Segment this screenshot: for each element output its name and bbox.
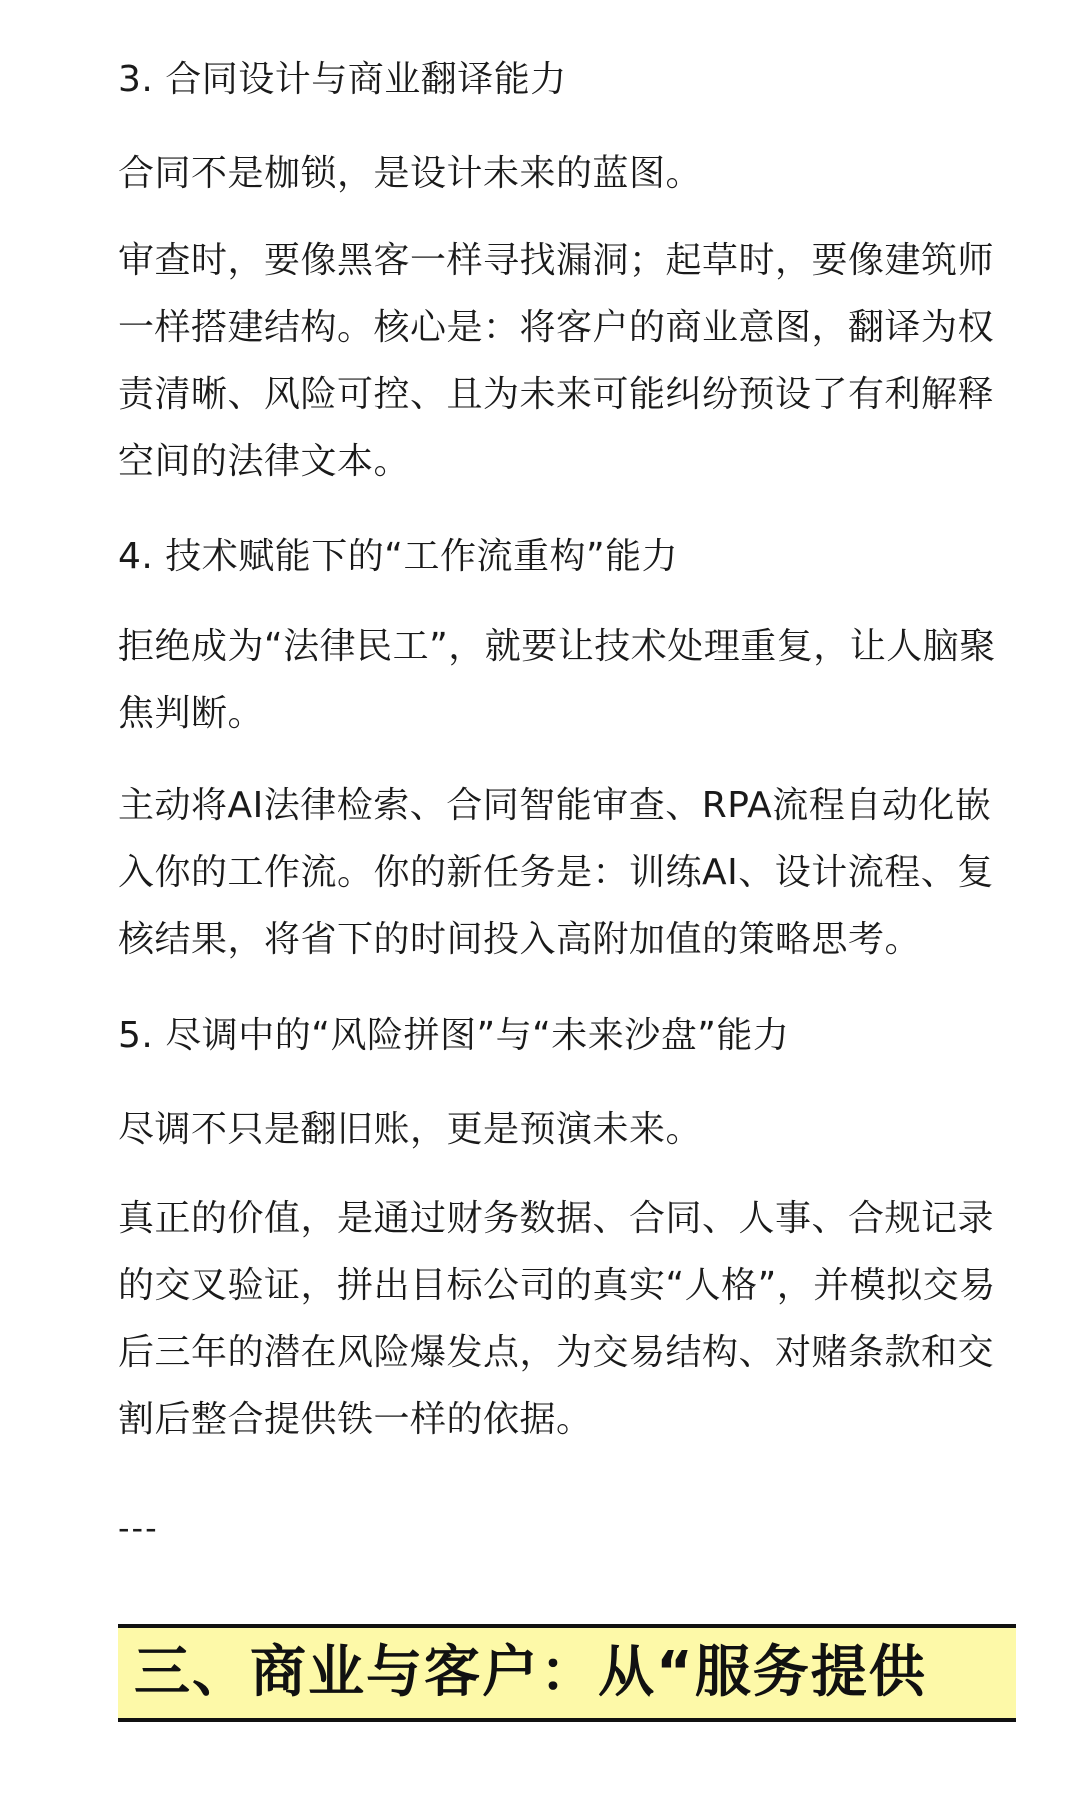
chapter-banner <box>118 1624 1016 1722</box>
section-5-paragraph-2: 真正的价值，是通过财务数据、合同、人事、合规记录的交叉验证，拼出目标公司的真实“人格”，并模拟交易后三年的潜在风险爆发点，为交易结构、对赌条款和交割后整合提供铁一样的依据。 <box>118 1198 996 1440</box>
section-separator: --- <box>118 1509 159 1547</box>
chapter-banner-title: 三、商业与客户：从“服务提供 <box>134 1640 927 1705</box>
section-3-paragraph-2: 审查时，要像黑客一样寻找漏洞；起草时，要像建筑师一样搭建结构。核心是：将客户的商业意图，翻译为权责清晰、风险可控、且为未来可能纠纷预设了有利解释空间的法律文本。 <box>118 240 995 482</box>
section-4-heading: 4. 技术赋能下的“工作流重构”能力 <box>118 536 679 577</box>
section-5-heading: 5. 尽调中的“风险拼图”与“未来沙盘”能力 <box>118 1015 790 1056</box>
section-3-heading: 3. 合同设计与商业翻译能力 <box>118 59 567 100</box>
section-4-paragraph-2: 主动将AI法律检索、合同智能审查、RPA流程自动化嵌入你的工作流。你的新任务是：训练AI、设计流程、复核结果，将省下的时间投入高附加值的策略思考。 <box>118 785 994 960</box>
section-3-paragraph-1: 合同不是枷锁，是设计未来的蓝图。 <box>118 153 703 194</box>
section-5-paragraph-1: 尽调不只是翻旧账，更是预演未来。 <box>118 1109 703 1150</box>
section-4-paragraph-1: 拒绝成为“法律民工”，就要让技术处理重复，让人脑聚焦判断。 <box>118 626 996 734</box>
